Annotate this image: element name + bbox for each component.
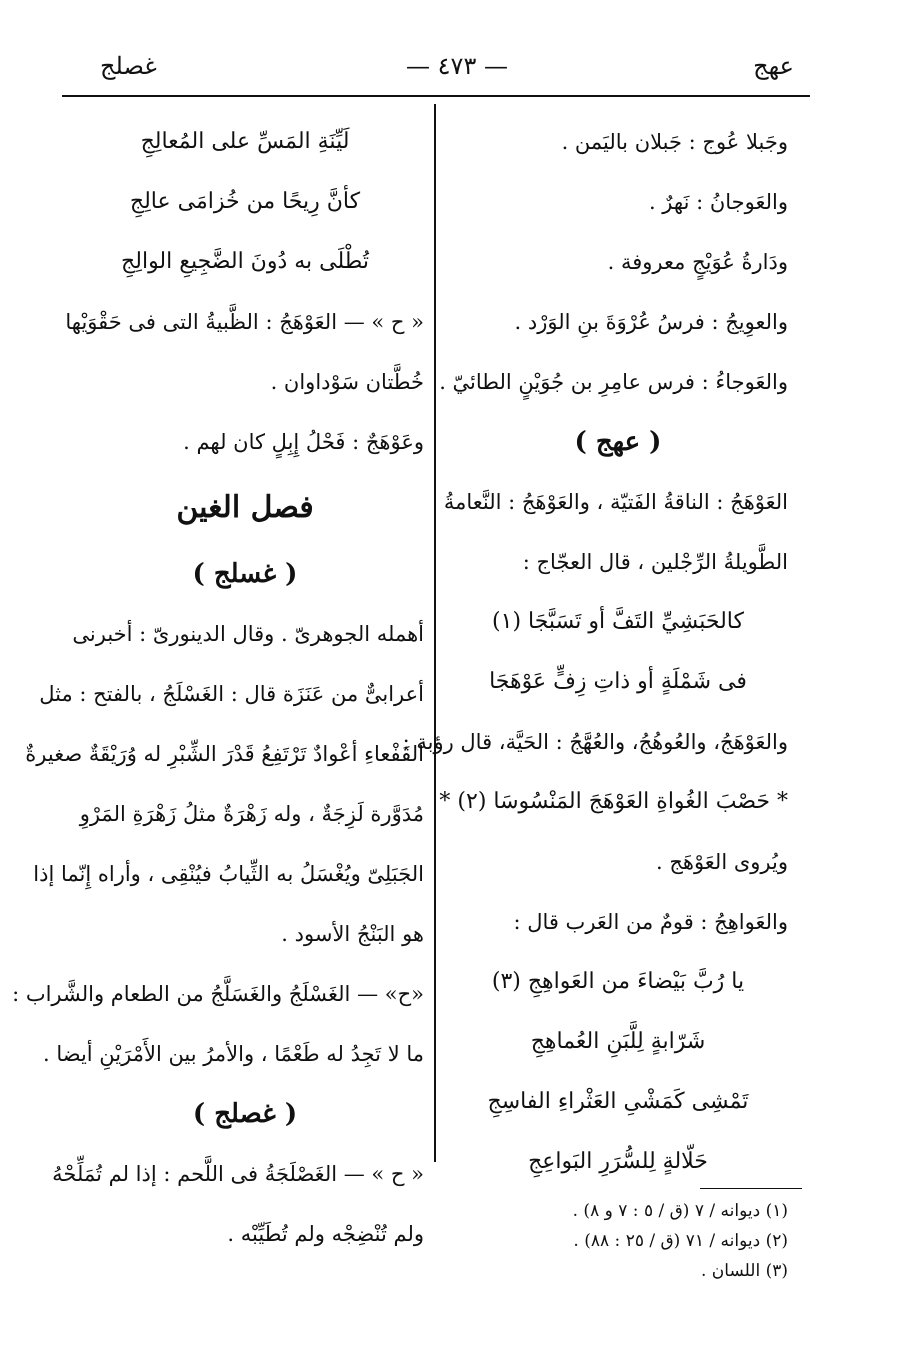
- verse-line: كالحَبَشِيِّ التَفَّ أو تَسَبَّجَا (١): [492, 609, 744, 634]
- text-line: «ح» — الغَسْلَجُ والغَسَلَّجُ من الطعام والشَّراب :: [12, 982, 424, 1006]
- text-line: والعوِيجُ : فرسُ عُرْوَةَ بنِ الوَرْد .: [514, 310, 788, 334]
- entry-heading: ( غسلج ): [192, 559, 298, 589]
- footnote: (٢) ديوانه / ٧١ (ق / ٢٥ : ٨٨) .: [573, 1231, 788, 1251]
- header-right-keyword: عهج: [753, 52, 794, 80]
- verse-line: تُطْلَى به دُونَ الضَّجِيعِ الوالِجِ: [121, 249, 369, 274]
- text-line: ودَارةُ عُوَيْجٍ معروفة .: [607, 250, 788, 274]
- entry-heading: ( عهج ): [574, 427, 662, 457]
- text-line: العَوْهَجُ : الناقةُ الفَتيّة ، والعَوْهَجُ : النَّعامةُ: [443, 490, 788, 514]
- text-line: هو البَنْجُ الأسود .: [281, 922, 424, 946]
- text-line: ما لا تَجِدُ له طَعْمًا ، والأمرُ بين الأَمْرَيْنِ أيضا .: [42, 1042, 424, 1066]
- text-line: مُدَوَّرة لَزِجَةٌ ، وله زَهْرَةٌ مثلُ زَهْرَةِ المَرْوِ: [79, 802, 424, 826]
- verse-line: يا رُبَّ بَيْضاءَ من العَواهِجِ (٣): [491, 969, 745, 994]
- text-line: الطَّويلةُ الرِّجْلين ، قال العجّاج :: [522, 550, 788, 574]
- header-rule: [62, 95, 810, 97]
- column-divider: [434, 104, 436, 1162]
- text-line: ويُروى العَوْهَج .: [655, 850, 788, 874]
- verse-line: كأنَّ رِيحًا من خُزامَى عالِجِ: [129, 189, 361, 214]
- text-line: وعَوْهَجٌ : فَحْلُ إِبِلٍ كان لهم .: [183, 430, 424, 454]
- footnote: (١) ديوانه / ٧ (ق / ٥ : ٧ و ٨) .: [572, 1201, 788, 1221]
- text-line: والعَواهِجُ : قومٌ من العَرب قال :: [513, 910, 788, 934]
- chapter-heading: فصل الغين: [176, 490, 314, 525]
- text-line: القَفْعاءِ أعْوادٌ تَرْتَفِعُ قَدْرَ الشِّبْرِ له وُرَيْقَةٌ صغيرةٌ: [25, 742, 424, 766]
- text-line: « ح » — العَوْهَجُ : الظَّبيةُ التى فى حَقْوَيْها: [65, 310, 424, 334]
- text-line: خُطَّتان سَوْداوان .: [270, 370, 424, 394]
- footnote: (٣) اللسان .: [701, 1261, 788, 1281]
- footnotes: [500, 1196, 788, 1286]
- text-line: والعَوْهَجُ، والعُوهُجُ، والعُهَّجُ : الحَيَّة، قال رؤبة :: [402, 730, 788, 754]
- verse-line: لَيِّنَةِ المَسِّ على المُعالِجِ: [140, 129, 350, 154]
- verse-line: فى شَمْلَةٍ أو ذاتِ زِفٍّ عَوْهَجَا: [489, 669, 747, 694]
- entry-heading: ( غصلج ): [192, 1099, 298, 1129]
- verse-line: تَمْشِى كَمَشْىِ العَثْراءِ الفاسِجِ: [487, 1089, 749, 1114]
- text-line: الجَبَلِىّ ويُغْسَلُ به الثِّيابُ فيُنْقِى ، وأراه إِنّما إذا: [33, 862, 424, 886]
- text-line: أهمله الجوهرىّ . وقال الدينورىّ : أخبرنى: [72, 622, 424, 646]
- text-line: « ح » — الغَصْلَجَةُ فى اللَّحم : إذا لم تُمَلِّحْهُ: [52, 1162, 424, 1186]
- verse-line: حَلّالةٍ لِلسُّرَرِ البَواعِجِ: [528, 1149, 708, 1174]
- footnote-rule: [700, 1188, 802, 1189]
- text-line: وجَبلا عُوج : جَبلان باليَمن .: [561, 130, 788, 154]
- text-line: أعرابىٌّ من عَنَزَة قال : الغَسْلَجُ ، بالفتح : مثل: [39, 682, 424, 706]
- right-column: [402, 112, 788, 1192]
- left-column: [12, 112, 424, 1264]
- header-left-keyword: غصلج: [100, 52, 157, 80]
- verse-line: شَرّابةٍ لِلَّبَنِ العُماهِجِ: [530, 1029, 706, 1054]
- text-line: والعَوجانُ : نَهرٌ .: [648, 190, 788, 214]
- text-line: ولم تُنْضِجْه ولم تُطَيِّبْه .: [227, 1222, 424, 1246]
- page-number: — ٤٧٣ —: [406, 52, 508, 80]
- verse-line: * حَصْبَ الغُواةِ العَوْهَجَ المَنْسُوسَا (٢) *: [439, 789, 788, 814]
- text-line: والعَوجاءُ : فرس عامِرِ بن جُوَيْنٍ الطائيّ .: [439, 370, 788, 394]
